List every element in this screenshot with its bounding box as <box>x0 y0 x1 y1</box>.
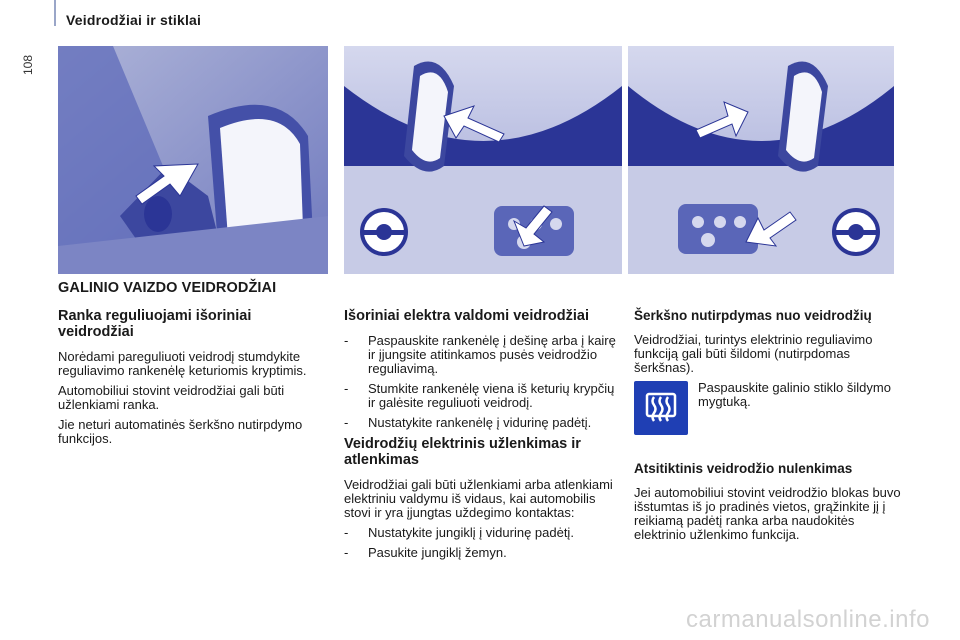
electric-mirrors-column <box>344 308 620 566</box>
bullet-marker: - <box>344 333 349 348</box>
spacer <box>634 447 910 461</box>
defrost-button-text: Paspauskite galinio stiklo šildymo mygtuką. <box>698 380 891 409</box>
bullet-marker: - <box>344 545 349 560</box>
list-item <box>344 382 620 410</box>
list-item <box>344 416 620 430</box>
paragraph: Veidrodžiai, turintys elektrinio reguliavimo funkciją gali būti šildomi (nutirpdomas šerkšnas). <box>634 332 873 375</box>
list-item-text: Nustatykite jungiklį į vidurinę padėtį. <box>368 525 574 540</box>
section-heading: GALINIO VAIZDO VEIDRODŽIAI <box>58 280 277 296</box>
bullet-marker: - <box>344 415 349 430</box>
list-item-text: Nustatykite rankenėlę į vidurinę padėtį. <box>368 415 592 430</box>
folding-heading: Veidrodžių elektrinis užlenkimas ir atlenkimas <box>344 436 581 468</box>
list-item <box>344 334 620 376</box>
steering-wheel-icon <box>834 210 878 254</box>
electric-mirrors-heading: Išoriniai elektra valdomi veidrodžiai <box>344 308 589 324</box>
adjustment-steps-list <box>344 334 620 430</box>
watermark: carmanualsonline.info <box>686 606 930 633</box>
paragraph: Jie neturi automatinės šerkšno nutirpdymo funkcijos. <box>58 417 303 446</box>
paragraph: Jei automobiliui stovint veidrodžio blokas buvo išstumtas iš jo pradinės vietos, grąžinkite jį į reikiamą padėtį ranka arba naudokitės elektrinio užlenkimo funkcija. <box>634 485 901 542</box>
manual-mirrors-heading: Ranka reguliuojami išoriniai veidrodžiai <box>58 308 252 340</box>
accidental-fold-heading: Atsitiktinis veidrodžio nulenkimas <box>634 461 853 476</box>
electric-mirror-right-illustration <box>628 46 894 274</box>
defrost-column <box>634 308 910 548</box>
bullet-marker: - <box>344 381 349 396</box>
side-accent-bar <box>54 0 56 26</box>
paragraph: Norėdami pareguliuoti veidrodį stumdykite reguliavimo rankenėlę keturiomis kryptimis. <box>58 349 307 378</box>
paragraph: Veidrodžiai gali būti užlenkiami arba atlenkiami elektriniu valdymu iš vidaus, kai automobilis stovi ir yra įjungtas uždegimo kontaktas: <box>344 477 613 520</box>
folding-steps-list <box>344 526 620 560</box>
rear-defrost-icon <box>634 381 688 435</box>
bullet-marker: - <box>344 525 349 540</box>
list-item <box>344 546 620 560</box>
defrost-heading: Šerkšno nutirpdymas nuo veidrodžių <box>634 308 872 323</box>
electric-mirror-left-illustration <box>344 46 622 274</box>
page-title: Veidrodžiai ir stiklai <box>66 12 202 28</box>
paragraph: Automobiliui stovint veidrodžiai gali būti užlenkiami ranka. <box>58 383 285 412</box>
list-item-text: Pasukite jungiklį žemyn. <box>368 545 507 560</box>
steering-wheel-icon <box>362 210 406 254</box>
defrost-instruction <box>634 381 910 447</box>
list-item <box>344 526 620 540</box>
list-item-text: Stumkite rankenėlę viena iš keturių krypčių ir galėsite reguliuoti veidrodį. <box>368 381 615 410</box>
manual-mirrors-column <box>58 308 330 452</box>
page-number: 108 <box>21 54 36 76</box>
list-item-text: Paspauskite rankenėlę į dešinę arba į kairę ir įjungsite atitinkamos pusės veidrodžio reguliavimą. <box>368 333 616 376</box>
manual-mirror-illustration <box>58 46 328 274</box>
